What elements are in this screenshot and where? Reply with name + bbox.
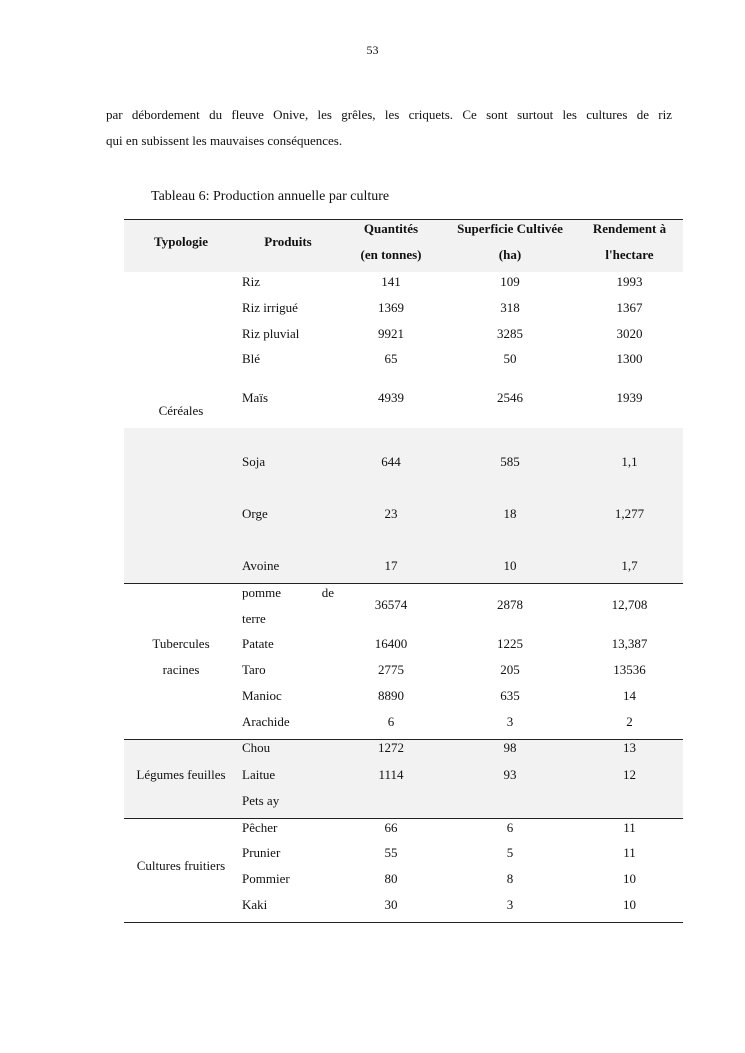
area-cell: 6 <box>506 820 514 835</box>
product-cell: Pets ay <box>242 793 280 808</box>
quantity-cell: 30 <box>384 897 398 912</box>
product-cell: Pommier <box>242 871 290 886</box>
product-word: de <box>321 585 334 600</box>
product-cell: Maïs <box>242 390 268 405</box>
header-superficie-1: Superficie Cultivée <box>457 221 563 236</box>
header-produits: Produits <box>264 234 312 249</box>
quantity-cell: 80 <box>384 871 398 886</box>
paragraph-line-2: qui en subissent les mauvaises conséquences. <box>106 133 343 148</box>
quantity-cell: 65 <box>384 351 398 366</box>
area-cell: 109 <box>500 274 520 289</box>
yield-cell: 1,277 <box>614 506 645 521</box>
body-paragraph <box>106 102 672 154</box>
quantity-cell: 8890 <box>378 688 404 703</box>
quantity-cell: 23 <box>384 506 398 521</box>
area-cell: 635 <box>500 688 520 703</box>
rule-bottom <box>124 922 683 923</box>
quantity-cell: 4939 <box>378 390 404 405</box>
product-cell: Laitue <box>242 767 276 782</box>
product-cell: Prunier <box>242 845 281 860</box>
paragraph-line-1: par débordement du fleuve Onive, les grêles, les criquets. Ce sont surtout les cultures de riz <box>106 107 672 122</box>
header-rendement-1: Rendement à <box>592 221 667 236</box>
product-cell: Riz <box>242 274 261 289</box>
product-word: pomme <box>242 585 281 600</box>
product-cell-pomme-line-2: terre <box>242 611 266 626</box>
header-superficie-2: (ha) <box>498 247 522 262</box>
quantity-cell: 6 <box>387 714 395 729</box>
quantity-cell: 1114 <box>378 767 404 782</box>
area-cell: 3285 <box>497 326 523 341</box>
quantity-cell: 36574 <box>374 597 408 612</box>
group-label-tubercules-1: Tubercules <box>152 636 210 651</box>
yield-cell: 10 <box>623 897 636 912</box>
area-cell: 50 <box>503 351 517 366</box>
area-cell: 2546 <box>497 390 523 405</box>
yield-cell: 1367 <box>616 300 643 315</box>
area-cell: 585 <box>500 454 520 469</box>
yield-cell: 1300 <box>616 351 643 366</box>
group-label-legumes: Légumes feuilles <box>136 767 226 782</box>
area-cell: 2878 <box>497 597 523 612</box>
quantity-cell: 1272 <box>378 740 404 755</box>
quantity-cell: 17 <box>384 558 398 573</box>
yield-cell: 12 <box>623 767 636 782</box>
group-label-fruitiers: Cultures fruitiers <box>136 858 226 873</box>
yield-cell: 13536 <box>613 662 646 677</box>
quantity-cell: 141 <box>381 274 401 289</box>
page-number: 53 <box>366 43 379 57</box>
group-label-tubercules-2: racines <box>162 662 200 677</box>
rule-after-cereales <box>124 583 683 584</box>
yield-cell: 1993 <box>616 274 643 289</box>
area-cell: 1225 <box>497 636 523 651</box>
area-cell: 318 <box>500 300 520 315</box>
quantity-cell: 9921 <box>378 326 404 341</box>
table-caption: Tableau 6: Production annuelle par culture <box>151 189 390 204</box>
product-cell: Avoine <box>242 558 280 573</box>
header-typologie: Typologie <box>154 234 208 249</box>
product-cell: Pêcher <box>242 820 278 835</box>
yield-cell: 2 <box>626 714 633 729</box>
yield-cell: 10 <box>623 871 636 886</box>
product-cell: Riz pluvial <box>242 326 300 341</box>
header-quantites-1: Quantités <box>363 221 419 236</box>
yield-cell: 1939 <box>616 390 643 405</box>
yield-cell: 11 <box>623 820 636 835</box>
area-cell: 18 <box>503 506 517 521</box>
area-cell: 98 <box>503 740 517 755</box>
area-cell: 3 <box>506 714 514 729</box>
production-table <box>124 219 683 923</box>
product-cell: Patate <box>242 636 274 651</box>
group-label-cereales: Céréales <box>158 403 204 418</box>
product-cell: Blé <box>242 351 261 366</box>
product-cell-pomme-line-1 <box>242 580 334 606</box>
product-cell: Manioc <box>242 688 282 703</box>
area-cell: 3 <box>506 897 514 912</box>
product-cell: Soja <box>242 454 266 469</box>
product-cell: Arachide <box>242 714 290 729</box>
area-cell: 10 <box>503 558 517 573</box>
product-cell: Orge <box>242 506 268 521</box>
product-cell: Riz irrigué <box>242 300 298 315</box>
quantity-cell: 2775 <box>378 662 404 677</box>
yield-cell: 13,387 <box>611 636 648 651</box>
yield-cell: 13 <box>623 740 636 755</box>
quantity-cell: 66 <box>384 820 398 835</box>
area-cell: 93 <box>503 767 517 782</box>
yield-cell: 11 <box>623 845 636 860</box>
header-quantites-2: (en tonnes) <box>360 247 422 262</box>
quantity-cell: 16400 <box>374 636 408 651</box>
area-cell: 8 <box>506 871 514 886</box>
area-cell: 205 <box>500 662 520 677</box>
yield-cell: 1,1 <box>621 454 638 469</box>
area-cell: 5 <box>506 845 514 860</box>
product-cell: Chou <box>242 740 271 755</box>
quantity-cell: 55 <box>384 845 398 860</box>
yield-cell: 1,7 <box>621 558 638 573</box>
quantity-cell: 1369 <box>378 300 404 315</box>
yield-cell: 12,708 <box>611 597 648 612</box>
product-cell: Kaki <box>242 897 268 912</box>
quantity-cell: 644 <box>381 454 401 469</box>
header-rendement-2: l'hectare <box>605 247 654 262</box>
yield-cell: 14 <box>623 688 636 703</box>
product-cell: Taro <box>242 662 266 677</box>
yield-cell: 3020 <box>616 326 643 341</box>
